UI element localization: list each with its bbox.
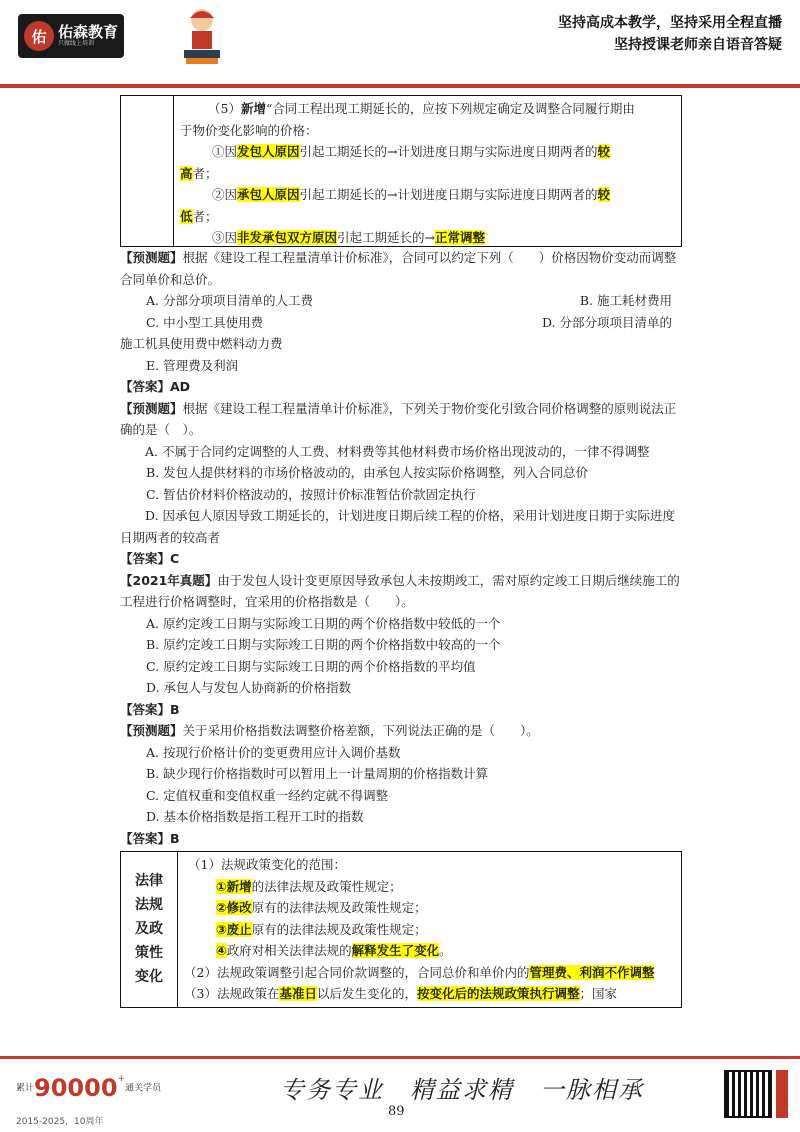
anniversary-text: 2015-2025，10周年 bbox=[16, 1117, 104, 1127]
legal-policy-box bbox=[120, 851, 682, 1008]
page-number: 89 bbox=[388, 1104, 405, 1119]
logo-emblem-icon: 佑 bbox=[24, 21, 54, 51]
page-footer bbox=[0, 1048, 800, 1132]
page-header bbox=[0, 0, 800, 95]
legal-policy-body: （1）法规政策变化的范围： ①新增的法律法规及政策性规定； ②修改原有的法律法规及政策性规定； ③废止原有的法律法规及政策性规定； ④政府对相关法律法规的解释发生了变化。 （2）法规政策调整引起合同价款调整的，合同总价和单价内的管理费、利润不作调整 （3）法规政策在基准日以后发生变化的，按变化后的法规政策执行调整；国家 bbox=[184, 857, 655, 1001]
student-stat: 累计90000+通关学员 bbox=[16, 1074, 162, 1102]
motto-signature: 专务专业 精益求精 一脉相承 bbox=[280, 1076, 644, 1104]
qr-tag bbox=[776, 1070, 788, 1118]
legal-policy-label: 法律法规及政策性变化 bbox=[121, 852, 178, 1007]
qr-code-icon bbox=[724, 1070, 772, 1118]
box-left-column bbox=[121, 96, 174, 246]
slogan: 坚持高成本教学，坚持采用全程直播 坚持授课老师亲自语音答疑 bbox=[558, 15, 782, 53]
box-body: （5）新增“合同工程出现工期延长的，应按下列规定确定及调整合同履行期由 于物价变化影响的价格： ①因发包人原因引起工期延长的→计划进度日期与实际进度日期两者的较 高者； ②因承包人原因引起工期延长的→计划进度日期与实际进度日期两者的较 低者； ③因非发承包双方原因引起工期延长的→正常调整 bbox=[180, 101, 635, 245]
logo-text: 佑森教育 只做线上培训 bbox=[58, 23, 119, 47]
question-2: 【预测题】根据《建设工程工程量清单计价标准》，下列关于物价变化引致合同价格调整的原则说法正确的是（ ）。 A. 不属于合同约定调整的人工费、材料费等其他材料费市场价格出现波动的，一律不得调整 B. 发包人提供材料的市场价格波动的，由承包人按实际价格调整，列入合同总价 C. 暂估价材料价格波动的，按照计价标准暂估价款固定执行 D. 因承包人原因导致工期延长的，计划进度日期后续工程的价格，采用计划进度日期于实际进度日期两者的较高者 【答案】C bbox=[120, 400, 677, 566]
page-content bbox=[120, 95, 682, 1008]
header-divider bbox=[0, 84, 800, 88]
question-3: 【2021年真题】由于发包人设计变更原因导致承包人未按期竣工，需对原约定竣工日期后继续施工的工程进行价格调整时，宜采用的价格指数是（ ）。 A. 原约定竣工日期与实际竣工日期的两个价格指数中较低的一个 B. 原约定竣工日期与实际竣工日期的两个价格指数中较高的一个 C. 原约定竣工日期与实际竣工日期的两个价格指数的平均值 D. 承包人与发包人协商新的价格指数 【答案】B bbox=[120, 572, 680, 717]
brand-logo bbox=[18, 14, 124, 58]
question-1: 【预测题】根据《建设工程工程量清单计价标准》，合同可以约定下列（ ）价格因物价变动而调整合同单价和总价。 A. 分部分项项目清单的人工费 B. 施工耗材费用 C. 中小型工具使用费 D. 分部分项项目清单的 施工机具使用费中燃料动力费 E. 管理费及利润 【答案】AD bbox=[120, 250, 677, 394]
question-4: 【预测题】关于采用价格指数法调整价格差额，下列说法正确的是（ ）。 A. 按现行价格计价的变更费用应计入调价基数 B. 缺少现行价格指数时可以暂用上一计量周期的价格指数计算 C. 定值权重和变值权重一经约定就不得调整 D. 基本价格指数是指工程开工时的指数 【答案】B bbox=[120, 723, 539, 846]
mascot-icon bbox=[178, 6, 226, 68]
price-adjustment-box bbox=[120, 95, 682, 247]
footer-divider bbox=[0, 1056, 800, 1059]
